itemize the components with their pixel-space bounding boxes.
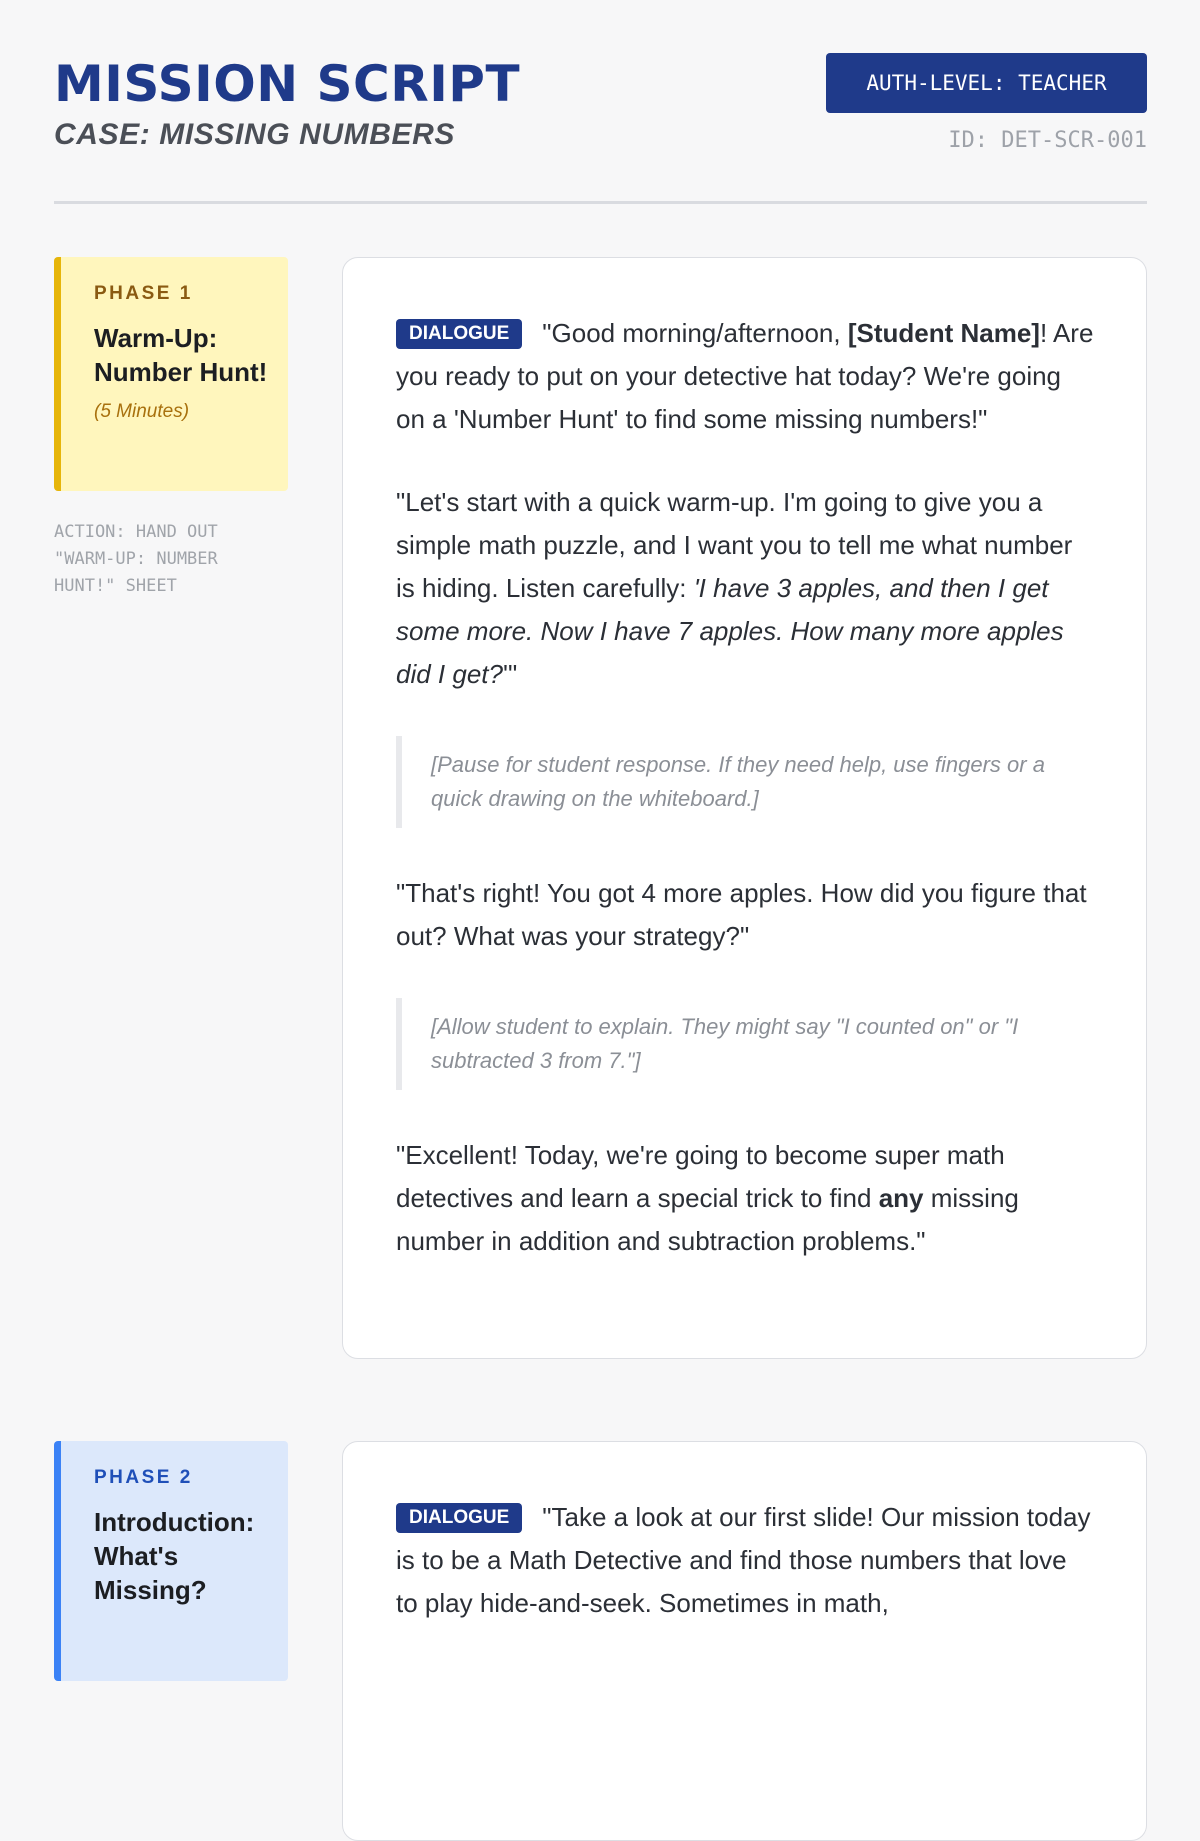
dialogue-paragraph — [396, 1134, 1094, 1263]
phase-title: Introduction: What's Missing? — [94, 1507, 255, 1605]
phase-label: PHASE 1 — [94, 283, 193, 304]
dialogue-text: "Take a look at our first slide! Our mission today is to be a Math Detective and find those numbers that love to play hide-and-seek. Sometimes in math, — [396, 1502, 1091, 1618]
teacher-note: [Allow student to explain. They might say "I counted on" or "I subtracted 3 from 7."] — [396, 998, 1094, 1090]
dialogue-paragraph: "That's right! You got 4 more apples. How did you figure that out? What was your strategy?" — [396, 878, 1087, 951]
page-header — [54, 0, 1147, 204]
phase-title: Warm-Up: Number Hunt! — [94, 323, 268, 387]
phase-1-card — [54, 257, 288, 491]
dialogue-badge: DIALOGUE — [396, 319, 522, 349]
student-name-placeholder: [Student Name] — [847, 318, 1040, 348]
dialogue-paragraph — [396, 312, 1094, 441]
dialogue-text: missing number in addition and subtraction problems." — [396, 1183, 1019, 1256]
dialogue-text: "Let's start with a quick warm-up. I'm going to give you a simple math puzzle, and I want you to tell me what number is hiding. Listen carefully: — [396, 487, 1073, 603]
puzzle-text: 'I have 3 apples, and then I get some more. Now I have 7 apples. How many more apples did I get? — [396, 573, 1064, 689]
page-title: MISSION SCRIPT — [54, 55, 521, 113]
phase-duration: (5 Minutes) — [94, 401, 190, 422]
dialogue-paragraph — [396, 1496, 1094, 1625]
mission-script-page — [54, 0, 1147, 1618]
dialogue-text: "Good morning/afternoon, — [542, 318, 848, 348]
phase-2-card — [54, 1441, 288, 1681]
dialogue-paragraph — [396, 481, 1094, 696]
emphasis-text: any — [878, 1183, 924, 1213]
dialogue-text: '" — [502, 659, 518, 689]
phase-label: PHASE 2 — [94, 1467, 193, 1488]
dialogue-badge: DIALOGUE — [396, 1503, 522, 1533]
teacher-note: [Pause for student response. If they need help, use fingers or a quick drawing on the whiteboard.] — [396, 736, 1094, 828]
auth-level-badge: AUTH-LEVEL: TEACHER — [826, 53, 1147, 113]
case-subtitle: CASE: MISSING NUMBERS — [54, 118, 455, 151]
dialogue-text: "Excellent! Today, we're going to become super math detectives and learn a special trick to find — [396, 1140, 1005, 1213]
dialogue-text: ! Are you ready to put on your detective hat today? We're going on a 'Number Hunt' to find some missing numbers!" — [396, 318, 1094, 434]
phase-action-note: ACTION: HAND OUT "WARM-UP: NUMBER HUNT!" SHEET — [54, 522, 218, 596]
phase-1-script-card — [342, 257, 1147, 1359]
document-id: ID: DET-SCR-001 — [948, 128, 1147, 153]
phase-2-script-card — [342, 1441, 1147, 1841]
